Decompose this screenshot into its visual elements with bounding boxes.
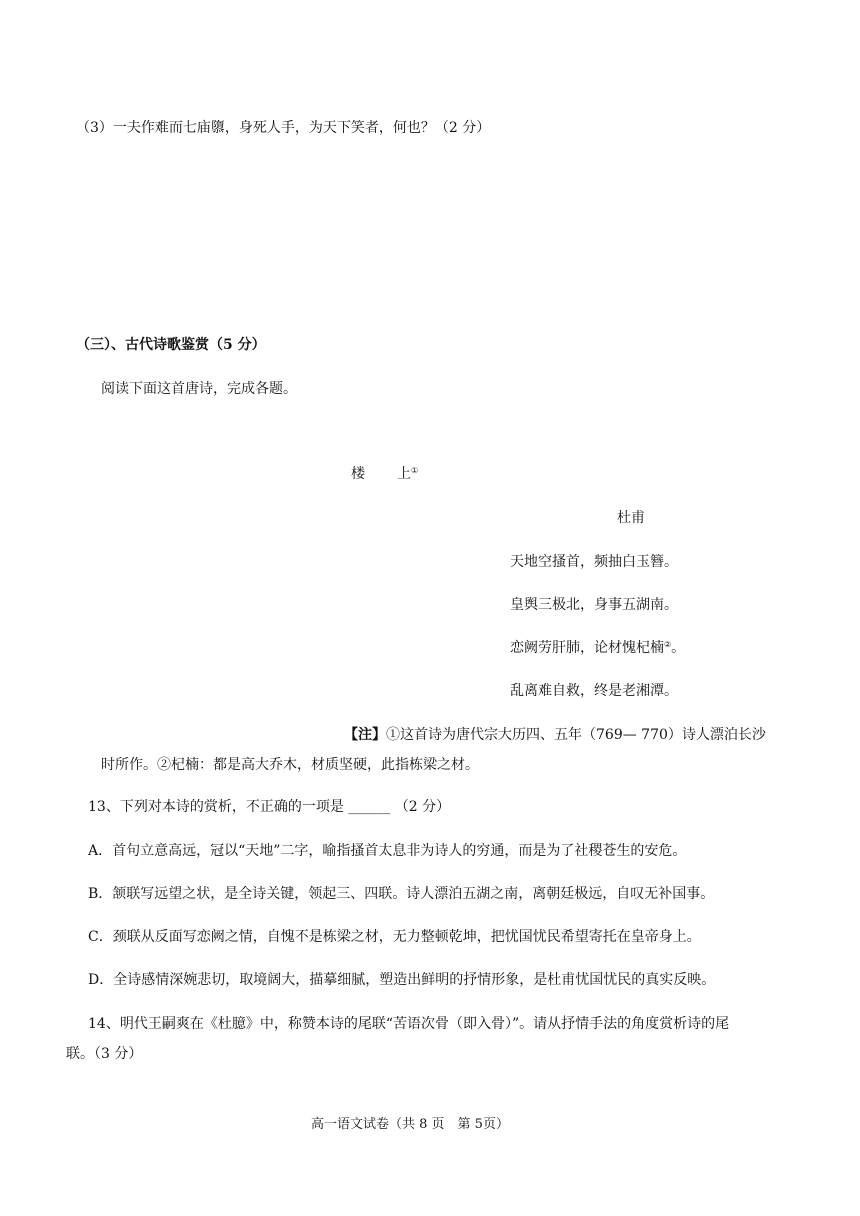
poem-title-char2: 上 xyxy=(397,466,411,482)
poem-title xyxy=(351,464,418,484)
poem-note-line-2: 时所作。②杞楠：都是高大乔木，材质坚硬，此指栋梁之材。 xyxy=(101,757,479,773)
poem-note-line-1 xyxy=(344,725,766,745)
option-a: A．首句立意高远，冠以“天地”二字，喻指搔首太息非为诗人的穷通，而是为了社稷苍生的安危。 xyxy=(88,843,687,859)
option-c: C．颈联从反面写恋阙之情，自愧不是栋梁之材，无力整顿乾坤，把忧国忧民希望寄托在皇帝身上。 xyxy=(88,929,701,945)
instruction: 阅读下面这首唐诗，完成各题。 xyxy=(101,381,297,397)
poem-line-3-end: 。 xyxy=(671,640,686,656)
option-b: B．颔联写远望之状，是全诗关键，领起三、四联。诗人漂泊五湖之南，离朝廷极远，自叹无补国事。 xyxy=(88,886,715,902)
question-14-line-2: 联。（3 分） xyxy=(66,1046,143,1062)
poem-title-note-mark: ① xyxy=(411,466,419,475)
question-3: （3）一夫作难而七庙隳，身死人手，为天下笑者，何也？（2 分） xyxy=(76,120,491,136)
section-title: （三）、古代诗歌鉴赏（5 分） xyxy=(76,337,266,353)
option-d: D．全诗感情深婉悲切，取境阔大，描摹细腻，塑造出鲜明的抒情形象，是杜甫忧国忧民的真实反映。 xyxy=(88,972,716,988)
poem-line-3-text: 恋阙劳肝肺，论材愧杞楠 xyxy=(510,640,664,656)
poem-line-4: 乱离难自救，终是老湘潭。 xyxy=(510,683,678,699)
poem-title-char1: 楼 xyxy=(351,466,365,482)
question-14-line-1: 14、明代王嗣爽在《杜臆》中，称赞本诗的尾联“苦语次骨（即入骨）”。请从抒情手法的角度赏析诗的尾 xyxy=(88,1016,730,1032)
question-13-stem: 13、下列对本诗的赏析，不正确的一项是 ______ （2 分） xyxy=(88,799,451,815)
note-text-1: ①这首诗为唐代宗大历四、五年（769— 770）诗人漂泊长沙 xyxy=(386,727,766,743)
poem-line-1: 天地空搔首，频抽白玉簪。 xyxy=(510,554,678,570)
poem-line-2: 皇舆三极北，身事五湖南。 xyxy=(510,597,678,613)
poem-line-3 xyxy=(510,638,685,658)
poem-author: 杜甫 xyxy=(617,510,645,526)
poem-line-3-note-mark: ② xyxy=(664,640,672,649)
page-footer: 高一语文试卷（共 8 页 第 5页） xyxy=(311,1117,509,1132)
note-bracket: 【注】 xyxy=(344,727,386,743)
